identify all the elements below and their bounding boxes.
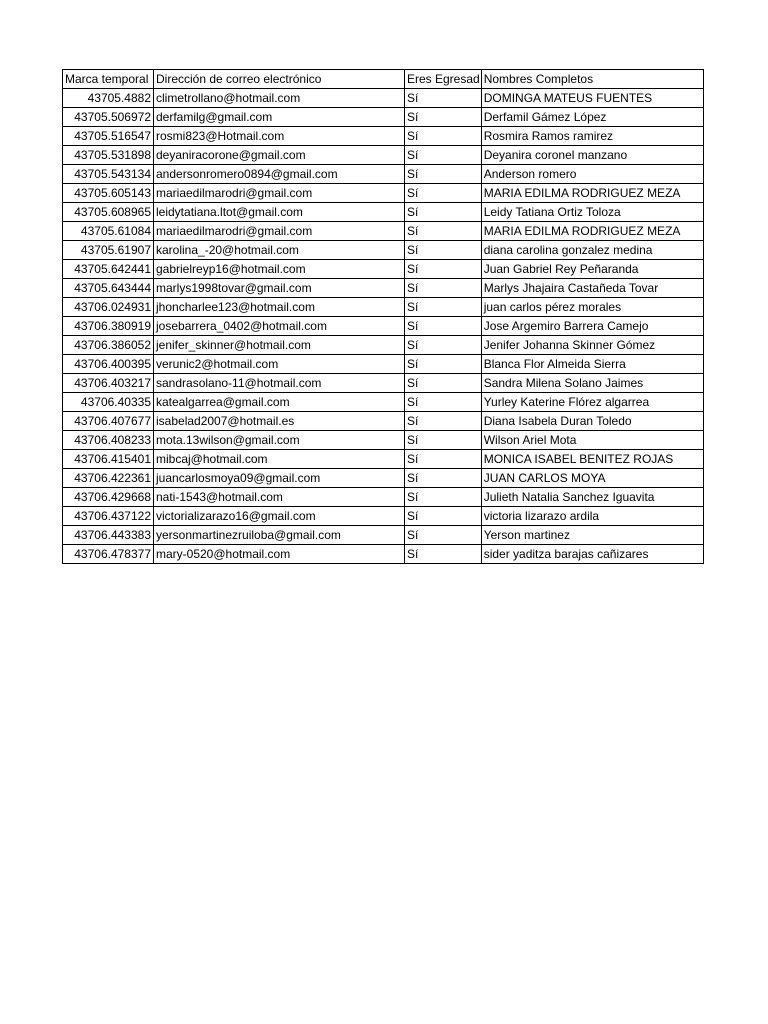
cell-graduate: Sí [405,317,482,336]
table-row [63,298,704,317]
table-row [63,526,704,545]
cell-timestamp: 43705.531898 [63,146,154,165]
cell-full-name: Julieth Natalia Sanchez Iguavita [481,488,703,507]
table-row [63,241,704,260]
cell-graduate: Sí [405,184,482,203]
cell-graduate: Sí [405,127,482,146]
cell-full-name: Wilson Ariel Mota [481,431,703,450]
table-row [63,165,704,184]
cell-full-name: Marlys Jhajaira Castañeda Tovar [481,279,703,298]
cell-email: mariaedilmarodri@gmail.com [154,184,405,203]
cell-full-name: MARIA EDILMA RODRIGUEZ MEZA [481,184,703,203]
table-row [63,317,704,336]
cell-email: rosmi823@Hotmail.com [154,127,405,146]
cell-timestamp: 43706.422361 [63,469,154,488]
cell-full-name: Diana Isabela Duran Toledo [481,412,703,431]
cell-email: deyaniracorone@gmail.com [154,146,405,165]
cell-full-name: victoria lizarazo ardila [481,507,703,526]
cell-email: jenifer_skinner@hotmail.com [154,336,405,355]
cell-timestamp: 43705.61084 [63,222,154,241]
cell-timestamp: 43706.408233 [63,431,154,450]
cell-graduate: Sí [405,412,482,431]
cell-timestamp: 43706.024931 [63,298,154,317]
cell-timestamp: 43705.605143 [63,184,154,203]
table-row [63,184,704,203]
table-row [63,450,704,469]
cell-graduate: Sí [405,89,482,108]
cell-timestamp: 43706.437122 [63,507,154,526]
table-row [63,336,704,355]
table-row [63,412,704,431]
table-row [63,279,704,298]
cell-full-name: Yurley Katerine Flórez algarrea [481,393,703,412]
cell-full-name: MONICA ISABEL BENITEZ ROJAS [481,450,703,469]
cell-email: mota.13wilson@gmail.com [154,431,405,450]
table-row [63,108,704,127]
cell-full-name: DOMINGA MATEUS FUENTES [481,89,703,108]
cell-timestamp: 43706.443383 [63,526,154,545]
cell-email: leidytatiana.ltot@gmail.com [154,203,405,222]
cell-timestamp: 43705.4882 [63,89,154,108]
header-marca-temporal: Marca temporal [63,70,154,89]
cell-email: verunic2@hotmail.com [154,355,405,374]
cell-full-name: Juan Gabriel Rey Peñaranda [481,260,703,279]
cell-graduate: Sí [405,545,482,564]
cell-graduate: Sí [405,507,482,526]
table-row [63,431,704,450]
header-nombres: Nombres Completos [481,70,703,89]
cell-graduate: Sí [405,336,482,355]
cell-graduate: Sí [405,450,482,469]
table-row [63,355,704,374]
cell-graduate: Sí [405,260,482,279]
cell-email: sandrasolano-11@hotmail.com [154,374,405,393]
cell-full-name: JUAN CARLOS MOYA [481,469,703,488]
cell-graduate: Sí [405,488,482,507]
table-row [63,146,704,165]
cell-graduate: Sí [405,393,482,412]
table-row [63,507,704,526]
cell-graduate: Sí [405,279,482,298]
cell-full-name: juan carlos pérez morales [481,298,703,317]
table-row [63,469,704,488]
cell-full-name: Yerson martinez [481,526,703,545]
cell-graduate: Sí [405,431,482,450]
cell-graduate: Sí [405,203,482,222]
cell-email: victorializarazo16@gmail.com [154,507,405,526]
header-row [63,70,704,89]
cell-graduate: Sí [405,374,482,393]
cell-email: josebarrera_0402@hotmail.com [154,317,405,336]
cell-graduate: Sí [405,355,482,374]
cell-email: mibcaj@hotmail.com [154,450,405,469]
cell-timestamp: 43705.608965 [63,203,154,222]
cell-full-name: Blanca Flor Almeida Sierra [481,355,703,374]
cell-full-name: diana carolina gonzalez medina [481,241,703,260]
cell-full-name: Anderson romero [481,165,703,184]
cell-graduate: Sí [405,241,482,260]
header-correo: Dirección de correo electrónico [154,70,405,89]
cell-full-name: Jose Argemiro Barrera Camejo [481,317,703,336]
cell-email: derfamilg@gmail.com [154,108,405,127]
spreadsheet-table [62,69,704,564]
cell-full-name: Rosmira Ramos ramirez [481,127,703,146]
cell-timestamp: 43705.516547 [63,127,154,146]
cell-timestamp: 43705.642441 [63,260,154,279]
cell-full-name: Leidy Tatiana Ortiz Toloza [481,203,703,222]
cell-full-name: Sandra Milena Solano Jaimes [481,374,703,393]
cell-timestamp: 43706.478377 [63,545,154,564]
cell-timestamp: 43705.61907 [63,241,154,260]
cell-timestamp: 43706.407677 [63,412,154,431]
table-body [63,89,704,564]
cell-email: nati-1543@hotmail.com [154,488,405,507]
cell-email: climetrollano@hotmail.com [154,89,405,108]
cell-timestamp: 43706.386052 [63,336,154,355]
table-row [63,488,704,507]
cell-email: gabrielreyp16@hotmail.com [154,260,405,279]
cell-timestamp: 43706.415401 [63,450,154,469]
cell-email: mary-0520@hotmail.com [154,545,405,564]
cell-email: juancarlosmoya09@gmail.com [154,469,405,488]
table-row [63,545,704,564]
cell-email: yersonmartinezruiloba@gmail.com [154,526,405,545]
cell-full-name: Deyanira coronel manzano [481,146,703,165]
cell-graduate: Sí [405,526,482,545]
cell-full-name: Jenifer Johanna Skinner Gómez [481,336,703,355]
table-row [63,127,704,146]
cell-email: katealgarrea@gmail.com [154,393,405,412]
table-row [63,393,704,412]
cell-email: andersonromero0894@gmail.com [154,165,405,184]
header-egresado: Eres Egresad [405,70,482,89]
cell-timestamp: 43706.380919 [63,317,154,336]
cell-email: isabelad2007@hotmail.es [154,412,405,431]
cell-email: mariaedilmarodri@gmail.com [154,222,405,241]
table-row [63,203,704,222]
cell-graduate: Sí [405,469,482,488]
cell-full-name: sider yaditza barajas cañizares [481,545,703,564]
cell-timestamp: 43706.400395 [63,355,154,374]
cell-timestamp: 43705.643444 [63,279,154,298]
cell-graduate: Sí [405,146,482,165]
cell-email: jhoncharlee123@hotmail.com [154,298,405,317]
cell-timestamp: 43706.403217 [63,374,154,393]
cell-timestamp: 43705.543134 [63,165,154,184]
cell-graduate: Sí [405,165,482,184]
cell-full-name: Derfamil Gámez López [481,108,703,127]
cell-graduate: Sí [405,298,482,317]
table-row [63,222,704,241]
cell-timestamp: 43705.506972 [63,108,154,127]
table-row [63,89,704,108]
cell-email: karolina_-20@hotmail.com [154,241,405,260]
cell-email: marlys1998tovar@gmail.com [154,279,405,298]
table-row [63,260,704,279]
table-row [63,374,704,393]
cell-graduate: Sí [405,222,482,241]
cell-full-name: MARIA EDILMA RODRIGUEZ MEZA [481,222,703,241]
cell-graduate: Sí [405,108,482,127]
cell-timestamp: 43706.429668 [63,488,154,507]
cell-timestamp: 43706.40335 [63,393,154,412]
